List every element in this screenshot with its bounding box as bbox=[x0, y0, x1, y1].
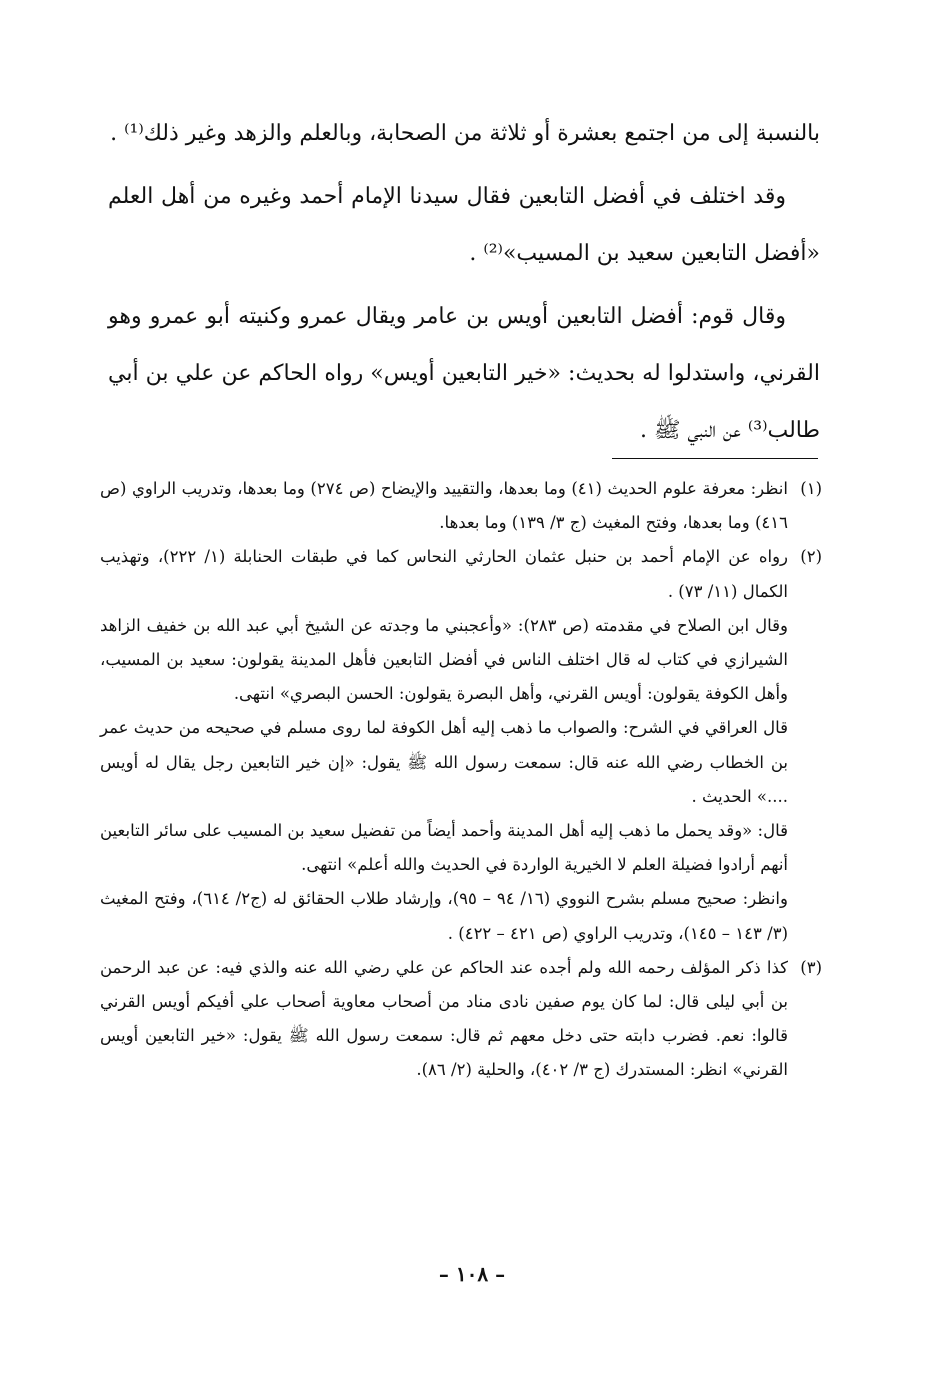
footnote-body bbox=[100, 540, 788, 950]
footnote-3 bbox=[100, 951, 822, 1088]
footnote-body bbox=[100, 472, 788, 540]
main-text bbox=[108, 105, 820, 465]
footnote-paragraph: قال العراقي في الشرح: والصواب ما ذهب إليه أهل الكوفة لما روى مسلم في صحيحه من حديث عمر بن الخطاب رضي الله عنه قال: سمعت رسول الله ﷺ يقول: «إن خير التابعين رجل يقال له أويس ....» الحديث . bbox=[100, 718, 788, 806]
footnote-paragraph: وقال ابن الصلاح في مقدمته (ص ٢٨٣): «وأعجبني ما وجدته عن الشيخ أبي عبد الله بن خفيف الزاهد الشيرازي في كتاب له قال اختلف الناس في أفضل التابعين فأهل المدينة يقولون: سعيد بن المسيب، وأهل الكوفة يقولون: أويس القرني، وأهل البصرة يقولون: الحسن البصري» انتهى. bbox=[100, 615, 788, 704]
footnotes bbox=[100, 472, 822, 1088]
main-paragraph: وقال قوم: أفضل التابعين أويس بن عامر ويقال عمرو وكنيته أبو عمرو وهو القرني، واستدلوا له بحديث: «خير التابعين أويس» رواه الحاكم عن علي بن أبي طالب⁽³⁾ عن النبي ﷺ . bbox=[108, 304, 820, 443]
footnote-paragraph: قال: «وقد يحمل ما ذهب إليه أهل المدينة وأحمد أيضاً من تفضيل سعيد بن المسيب على سائر التابعين أنهم أرادوا فضيلة العلم لا الخيرية الواردة في الحديث والله أعلم» انتهى. bbox=[100, 821, 788, 875]
footnote-number: (٢) bbox=[800, 547, 822, 567]
page-number: – ١٠٨ – bbox=[438, 1262, 506, 1286]
main-paragraph: بالنسبة إلى من اجتمع بعشرة أو ثلاثة من الصحابة، وبالعلم والزهد وغير ذلك⁽¹⁾ . bbox=[110, 121, 820, 146]
footnote-separator bbox=[612, 458, 818, 459]
footnote-1 bbox=[100, 472, 822, 540]
footnote-body bbox=[100, 951, 788, 1088]
footnote-paragraph: رواه عن الإمام أحمد بن حنبل عثمان الحارثي النحاس كما في طبقات الحنابلة (١/ ٢٢٢)، وتهذيب الكمال (١١/ ٧٣) . bbox=[100, 547, 789, 601]
footnote-number: (٣) bbox=[800, 957, 822, 977]
footnote-paragraph: انظر: معرفة علوم الحديث (٤١) وما بعدها، والتقييد والإيضاح (ص ٢٧٤) وما بعدها، وتدريب الراوي (ص ٤١٦) وما بعدها، وفتح المغيث (ج ٣/ ١٣٩) وما بعدها. bbox=[100, 479, 788, 533]
footnote-paragraph: وانظر: صحيح مسلم بشرح النووي (١٦/ ٩٤ – ٩٥)، وإرشاد طلاب الحقائق له (ج٢/ ٦١٤)، وفتح المغيث (٣/ ١٤٣ – ١٤٥)، وتدريب الراوي (ص ٤٢١ – ٤٢٢) . bbox=[100, 889, 788, 943]
main-paragraph: وقد اختلف في أفضل التابعين فقال سيدنا الإمام أحمد وغيره من أهل العلم «أفضل التابعين سعيد بن المسيب»⁽²⁾ . bbox=[108, 184, 820, 266]
footnote-number: (١) bbox=[800, 479, 822, 498]
footnote-paragraph: كذا ذكر المؤلف رحمه الله ولم أجده عند الحاكم عن علي رضي الله عنه والذي فيه: عن عبد الرحمن بن أبي ليلى قال: لما كان يوم صفين نادى مناد من أصحاب معاوية أصحاب علي أفيكم أويس القرني قالوا: نعم. فضرب دابته حتى دخل معهم ثم قال: سمعت رسول الله ﷺ يقول: «خير التابعين أويس القرني» انظر: المستدرك (ج ٣/ ٤٠٢)، والحلية (٢/ ٨٦). bbox=[100, 957, 788, 1080]
footnote-2 bbox=[100, 540, 822, 950]
